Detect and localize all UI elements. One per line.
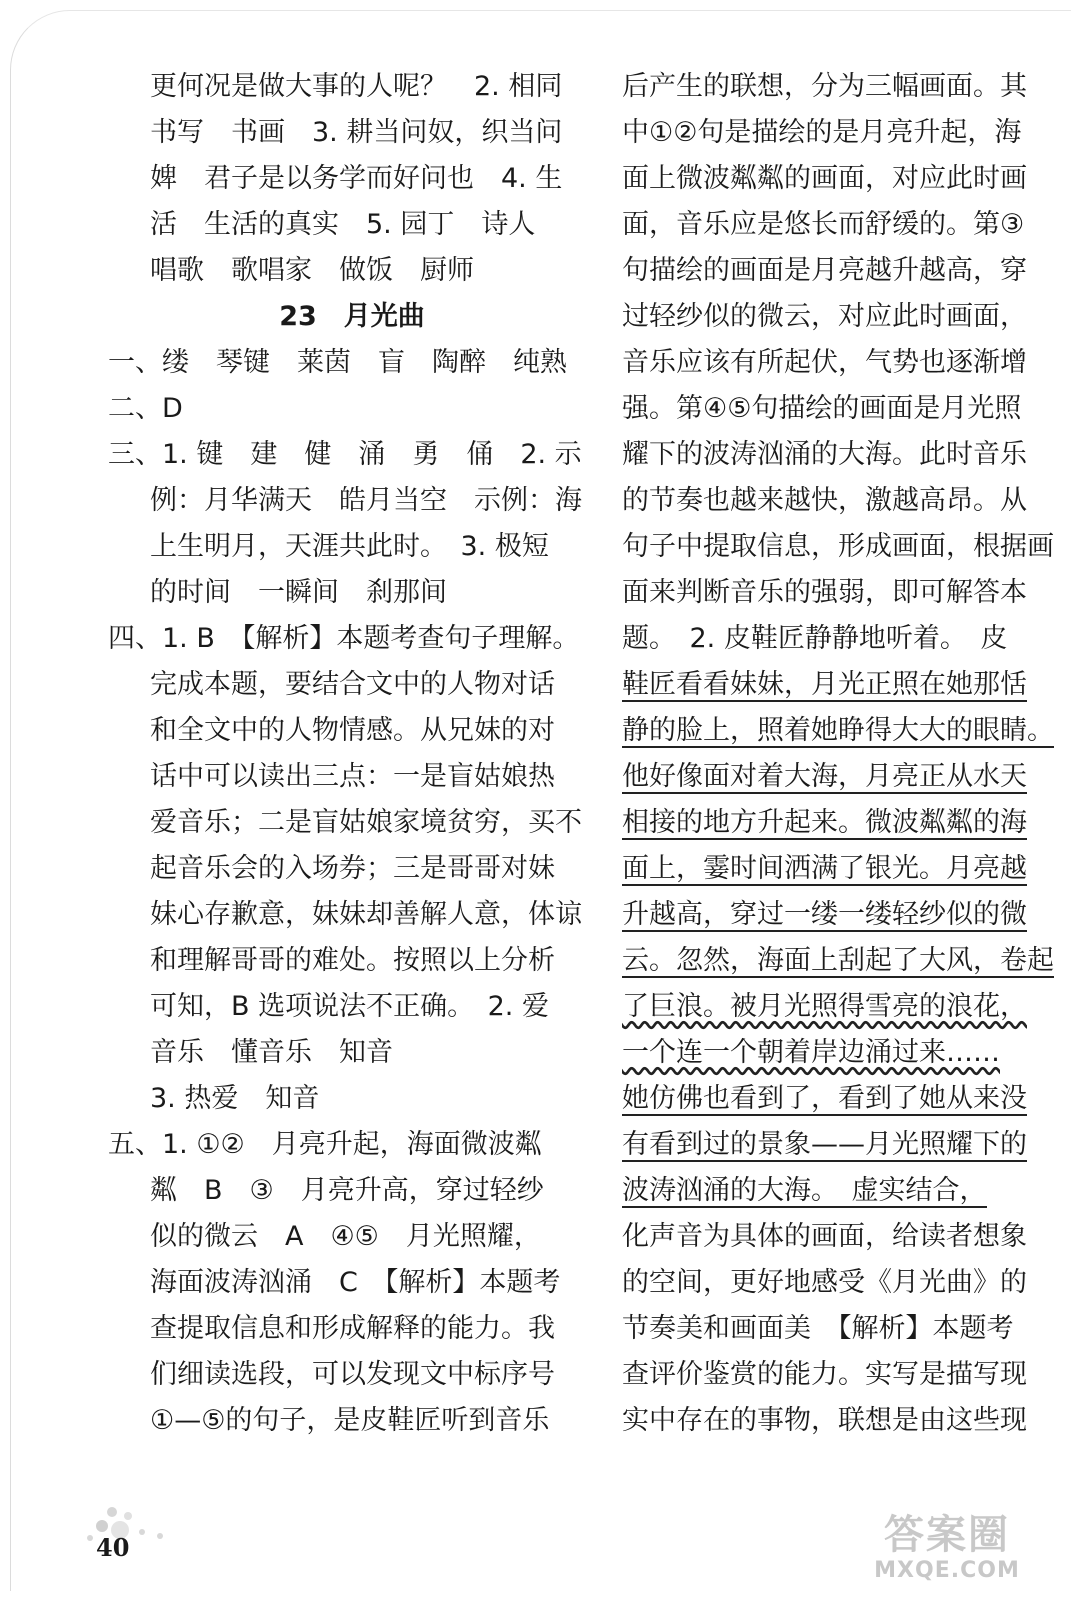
text-line: 面上微波粼粼的画面，对应此时画 bbox=[622, 163, 1027, 194]
text-line: 句描绘的画面是月亮越升越高，穿 bbox=[622, 255, 1027, 286]
text-line: 爱音乐；二是盲姑娘家境贫穷，买不 bbox=[150, 807, 582, 838]
underlined-text: 静的脸上，照着她睁得大大的眼睛。 bbox=[622, 715, 1054, 746]
text-line: 二、D bbox=[108, 393, 183, 424]
underlined-line bbox=[622, 1168, 1037, 1214]
text-line: 活 生活的真实 5. 园丁 诗人 bbox=[150, 209, 536, 240]
text-line: 音乐应该有所起伏，气势也逐渐增 bbox=[622, 347, 1027, 378]
underlined-line bbox=[622, 1076, 1037, 1122]
text-line: 们细读选段，可以发现文中标序号 bbox=[150, 1359, 555, 1390]
watermark-en: MXQE.COM bbox=[874, 1558, 1020, 1583]
text-line: 和理解哥哥的难处。按照以上分析 bbox=[150, 945, 555, 976]
text-line: 面，音乐应是悠长而舒缓的。第③ bbox=[622, 209, 1025, 240]
wavy-underlined-text: 一个连一个朝着岸边涌过来…… bbox=[622, 1037, 1000, 1068]
underlined-text: 云。忽然，海面上刮起了大风，卷起 bbox=[622, 945, 1054, 976]
text-line: 似的微云 A ④⑤ 月光照耀， bbox=[150, 1221, 541, 1252]
underlined-line bbox=[622, 938, 1054, 984]
wavy-line bbox=[622, 1030, 1037, 1076]
underlined-line bbox=[622, 846, 1037, 892]
text-line: 例：月华满天 皓月当空 示例：海 bbox=[150, 485, 582, 516]
text-line: 强。第④⑤句描绘的画面是月光照 bbox=[622, 393, 1022, 424]
text-line: 粼 B ③ 月亮升高，穿过轻纱 bbox=[150, 1175, 544, 1206]
text-line: 书写 书画 3. 耕当问奴，织当问 bbox=[150, 117, 563, 148]
text-line: 实中存在的事物，联想是由这些现 bbox=[622, 1405, 1027, 1436]
text-line: 更何况是做大事的人呢？ 2. 相同 bbox=[150, 71, 563, 102]
underlined-text: 她仿佛也看到了，看到了她从来没 bbox=[622, 1083, 1027, 1114]
text-line: 海面波涛汹涌 C 【解析】本题考 bbox=[150, 1267, 561, 1298]
text-line: 的节奏也越来越快，激越高昂。从 bbox=[622, 485, 1027, 516]
page-number: 40 bbox=[96, 1533, 130, 1562]
underlined-text: 升越高，穿过一缕一缕轻纱似的微 bbox=[622, 899, 1027, 930]
text-line: 化声音为具体的画面，给读者想象 bbox=[622, 1221, 1027, 1252]
section-title: 23 月光曲 bbox=[279, 301, 425, 332]
text-line: 节奏美和画面美 【解析】本题考 bbox=[622, 1313, 1014, 1344]
underlined-text: 鞋匠看看妹妹，月光正照在她那恬 bbox=[622, 669, 1027, 700]
text-line: 音乐 懂音乐 知音 bbox=[150, 1037, 393, 1068]
text-line: 面来判断音乐的强弱，即可解答本 bbox=[622, 577, 1027, 608]
text-line: 起音乐会的入场券；三是哥哥对妹 bbox=[150, 853, 555, 884]
right-column bbox=[622, 64, 1054, 1444]
underlined-line bbox=[622, 1122, 1037, 1168]
text-line: 题。 2. 皮鞋匠静静地听着。 皮 bbox=[622, 623, 1008, 654]
text-line: 妹心存歉意，妹妹却善解人意，体谅 bbox=[150, 899, 582, 930]
text-line: 的空间，更好地感受《月光曲》的 bbox=[622, 1267, 1027, 1298]
text-line: 中①②句是描绘的是月亮升起，海 bbox=[622, 117, 1022, 148]
watermark-logo bbox=[832, 1512, 1062, 1592]
text-line: 唱歌 歌唱家 做饭 厨师 bbox=[150, 255, 474, 286]
text-line: 查评价鉴赏的能力。实写是描写现 bbox=[622, 1359, 1027, 1390]
underlined-text: 相接的地方升起来。微波粼粼的海 bbox=[622, 807, 1027, 838]
left-column bbox=[108, 64, 582, 1444]
underlined-text: 面上，霎时间洒满了银光。月亮越 bbox=[622, 853, 1027, 884]
text-line: 一、缕 琴键 莱茵 盲 陶醉 纯熟 bbox=[108, 347, 567, 378]
underlined-line bbox=[622, 662, 1037, 708]
underlined-line bbox=[622, 708, 1054, 754]
text-line: 完成本题，要结合文中的人物对话 bbox=[150, 669, 555, 700]
text-line: 三、1. 键 建 健 涌 勇 俑 2. 示 bbox=[108, 439, 582, 470]
underlined-text: 有看到过的景象——月光照耀下的 bbox=[622, 1129, 1027, 1160]
text-line: 句子中提取信息，形成画面，根据画 bbox=[622, 531, 1054, 562]
underlined-text: 他好像面对着大海，月亮正从水天 bbox=[622, 761, 1027, 792]
text-line: 后产生的联想，分为三幅画面。其 bbox=[622, 71, 1027, 102]
text-line: 五、1. ①② 月亮升起，海面微波粼 bbox=[108, 1129, 542, 1160]
text-line: 可知，B 选项说法不正确。 2. 爱 bbox=[150, 991, 549, 1022]
text-line: 话中可以读出三点：一是盲姑娘热 bbox=[150, 761, 555, 792]
text-line: 过轻纱似的微云，对应此时画面， bbox=[622, 301, 1027, 332]
text-line: 的时间 一瞬间 刹那间 bbox=[150, 577, 447, 608]
text-line: 查提取信息和形成解释的能力。我 bbox=[150, 1313, 555, 1344]
text-line: 四、1. B 【解析】本题考查句子理解。 bbox=[108, 623, 580, 654]
text-line: ①—⑤的句子，是皮鞋匠听到音乐 bbox=[150, 1405, 550, 1436]
wavy-line bbox=[622, 984, 1037, 1030]
underlined-text: 波涛汹涌的大海。 虚实结合， bbox=[622, 1175, 987, 1206]
underlined-line bbox=[622, 754, 1037, 800]
watermark-cn: 答案圈 bbox=[884, 1512, 1010, 1558]
underlined-line bbox=[622, 800, 1037, 846]
text-line: 上生明月，天涯共此时。 3. 极短 bbox=[150, 531, 549, 562]
text-line: 和全文中的人物情感。从兄妹的对 bbox=[150, 715, 555, 746]
text-line: 3. 热爱 知音 bbox=[150, 1083, 320, 1114]
text-line: 婢 君子是以务学而好问也 4. 生 bbox=[150, 163, 563, 194]
underlined-line bbox=[622, 892, 1037, 938]
text-line: 耀下的波涛汹涌的大海。此时音乐 bbox=[622, 439, 1027, 470]
wavy-underlined-text: 了巨浪。被月光照得雪亮的浪花， bbox=[622, 991, 1027, 1022]
